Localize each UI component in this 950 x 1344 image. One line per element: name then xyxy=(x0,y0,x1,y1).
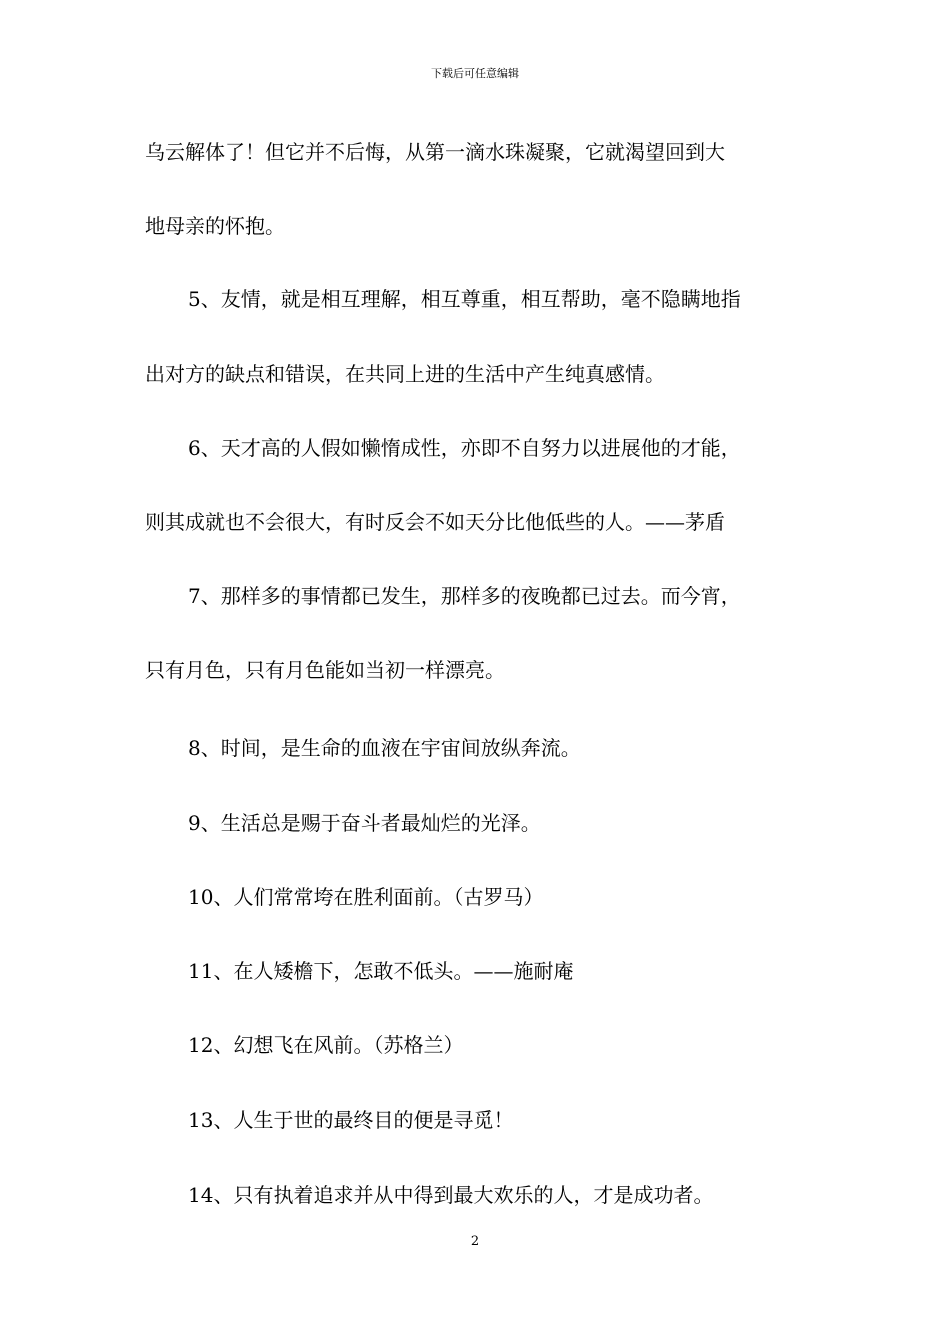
paragraph-line: 10、人们常常垮在胜利面前。（古罗马） xyxy=(188,885,544,909)
page-number: 2 xyxy=(470,1234,480,1249)
paragraph-line: 11、在人矮檐下，怎敢不低头。——施耐庵 xyxy=(188,959,574,983)
paragraph-line: 14、只有执着追求并从中得到最大欢乐的人，才是成功者。 xyxy=(188,1183,714,1207)
paragraph-line: 只有月色，只有月色能如当初一样漂亮。 xyxy=(145,658,505,682)
page-header: 下载后可任意编辑 xyxy=(431,67,519,80)
paragraph-line: 9、生活总是赐于奋斗者最灿烂的光泽。 xyxy=(188,811,541,835)
paragraph-line: 出对方的缺点和错误，在共同上进的生活中产生纯真感情。 xyxy=(145,362,665,386)
paragraph-line: 8、时间，是生命的血液在宇宙间放纵奔流。 xyxy=(188,736,581,760)
paragraph-line: 13、人生于世的最终目的便是寻觅！ xyxy=(188,1108,514,1132)
paragraph-line: 5、友情，就是相互理解，相互尊重，相互帮助，毫不隐瞒地指 xyxy=(188,287,741,311)
paragraph-line: 则其成就也不会很大，有时反会不如天分比他低些的人。——茅盾 xyxy=(145,510,725,534)
paragraph-line: 地母亲的怀抱。 xyxy=(145,214,285,238)
paragraph-line: 7、那样多的事情都已发生，那样多的夜晚都已过去。而今宵， xyxy=(188,584,741,608)
paragraph-line: 12、幻想飞在风前。（苏格兰） xyxy=(188,1033,464,1057)
paragraph-line: 乌云解体了！但它并不后悔，从第一滴水珠凝聚，它就渴望回到大 xyxy=(145,140,725,164)
paragraph-line: 6、天才高的人假如懒惰成性，亦即不自努力以进展他的才能， xyxy=(188,436,741,460)
